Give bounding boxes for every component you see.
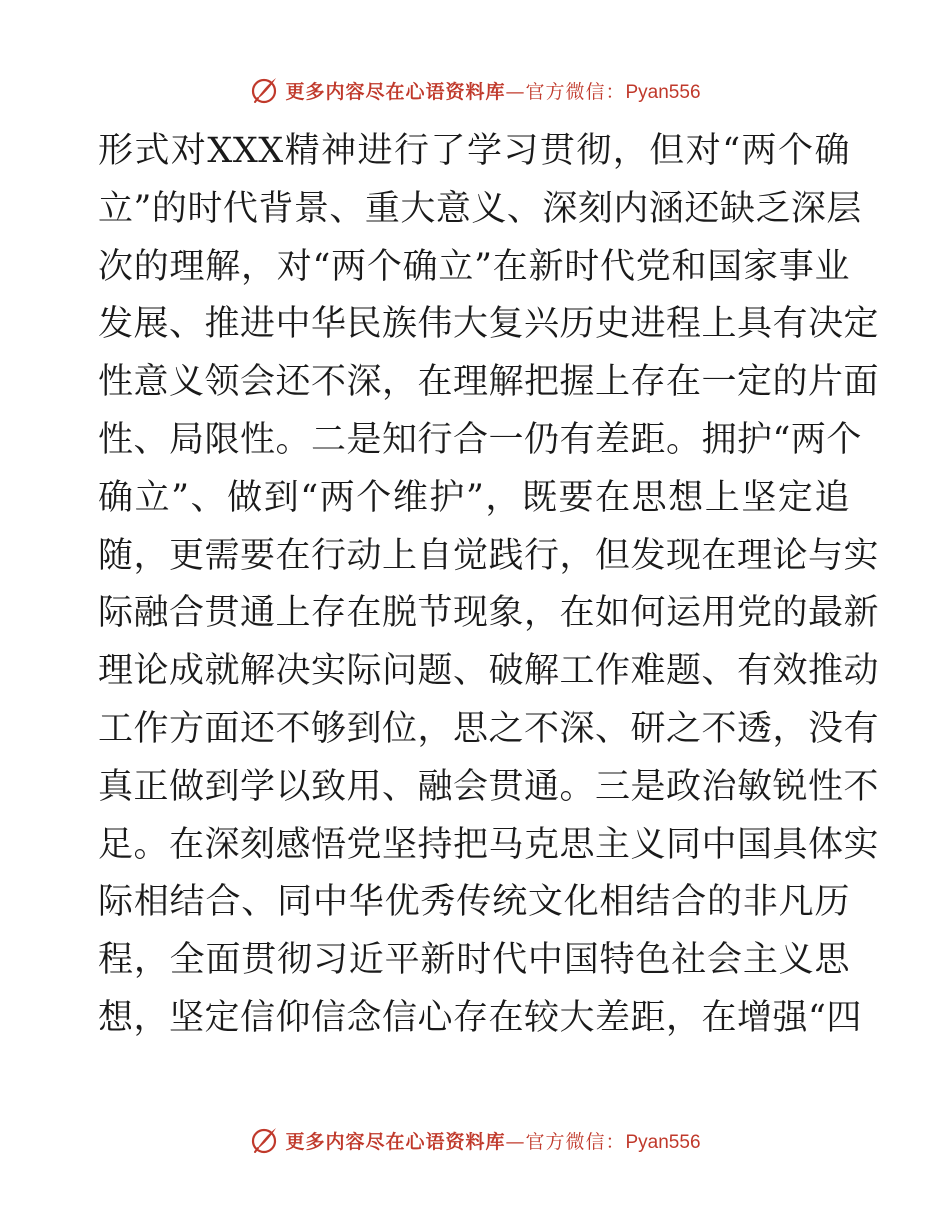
- body-line: 理论成就解决实际问题、破解工作难题、有效推动: [98, 651, 880, 692]
- watermark-brand: 更多内容尽在心语资料库: [285, 1130, 506, 1153]
- body-line: 次的理解，对“两个确立”在新时代党和国家事业: [98, 246, 850, 287]
- watermark-separator: —: [505, 80, 526, 103]
- document-body: [98, 123, 880, 1048]
- body-line: 性、局限性。二是知行合一仍有差距。拥护“两个: [98, 419, 862, 460]
- body-line: 际相结合、同中华优秀传统文化相结合的非凡历: [98, 882, 850, 923]
- watermark-wechat-id: Pyan556: [625, 1131, 701, 1153]
- body-line: 想，坚定信仰信念信心存在较大差距，在增强“四: [98, 997, 862, 1038]
- quill-pen-logo-icon: [249, 75, 279, 105]
- body-line: 随，更需要在行动上自觉践行，但发现在理论与实: [98, 535, 880, 576]
- body-line: 际融合贯通上存在脱节现象，在如何运用党的最新: [98, 593, 880, 634]
- watermark-label: 官方微信：: [525, 80, 626, 103]
- body-line: 形式对XXX精神进行了学习贯彻，但对“两个确: [98, 131, 850, 171]
- body-line: 真正做到学以致用、融会贯通。三是政治敏锐性不: [98, 766, 880, 807]
- quill-pen-logo-icon: [249, 1125, 279, 1155]
- watermark-label: 官方微信：: [525, 1130, 626, 1153]
- body-line: 足。在深刻感悟党坚持把马克思主义同中国具体实: [98, 824, 880, 865]
- watermark-brand: 更多内容尽在心语资料库: [285, 80, 506, 103]
- body-line: 性意义领会还不深，在理解把握上存在一定的片面: [98, 362, 880, 403]
- header-watermark: [0, 70, 950, 110]
- body-line: 确立”、做到“两个维护”，既要在思想上坚定追: [98, 477, 850, 518]
- body-line: 发展、推进中华民族伟大复兴历史进程上具有决定: [98, 304, 880, 345]
- body-line: 工作方面还不够到位，思之不深、研之不透，没有: [98, 708, 880, 749]
- body-line: 程，全面贯彻习近平新时代中国特色社会主义思: [98, 940, 850, 981]
- watermark-text: [285, 1127, 700, 1154]
- watermark-separator: —: [505, 1130, 526, 1153]
- watermark-wechat-id: Pyan556: [625, 81, 701, 103]
- footer-watermark: [0, 1120, 950, 1160]
- watermark-text: [285, 77, 700, 104]
- body-line: 立”的时代背景、重大意义、深刻内涵还缺乏深层: [98, 188, 862, 229]
